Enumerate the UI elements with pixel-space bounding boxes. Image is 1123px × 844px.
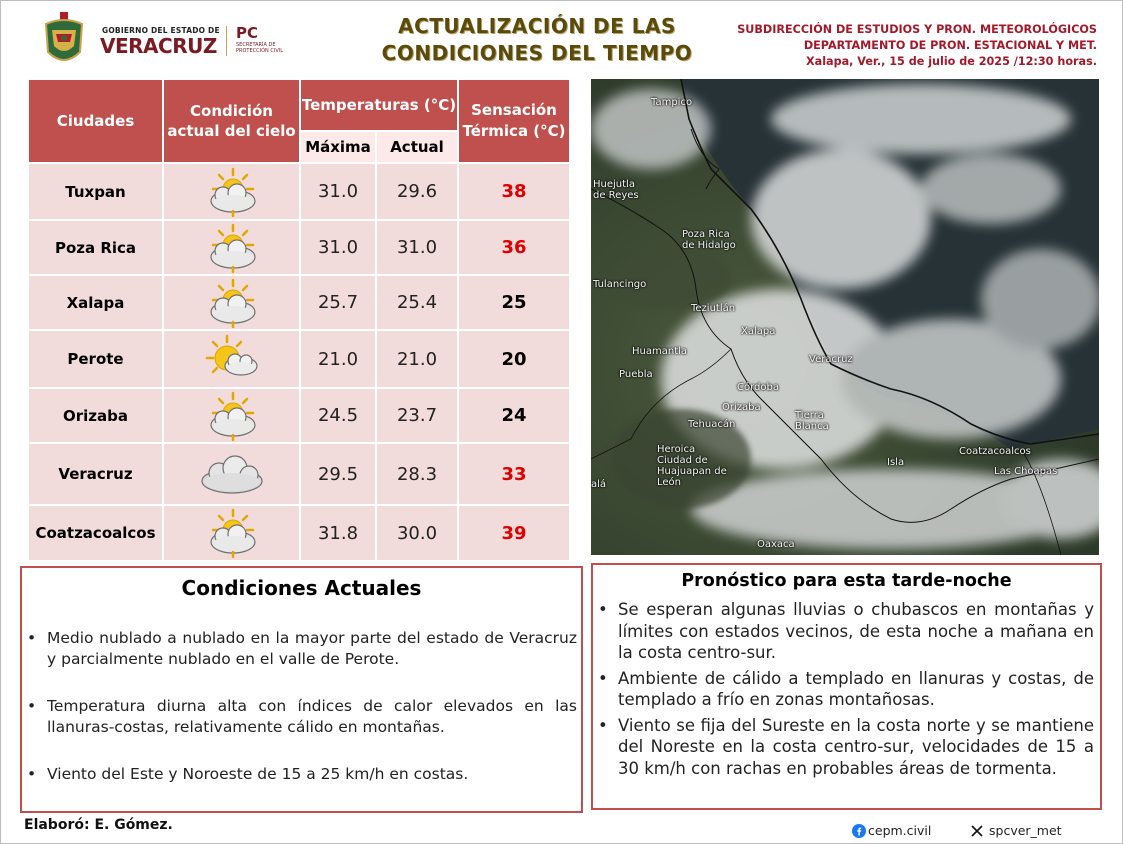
map-label-isla: Isla xyxy=(887,457,905,468)
max-temp: 29.5 xyxy=(301,444,375,504)
forecast-item-3: • Viento se fija del Sureste en la costa norte y se mantiene del Noreste en la costa centro-sur, velocidades de 15 a 30 km/h con rachas en probables áreas de tormenta. xyxy=(618,715,1094,780)
x-logo-icon xyxy=(970,824,984,838)
current-item-2: • Temperatura diurna alta con índices de calor elevados en las llanuras-costas, relativamente cálido en montañas. xyxy=(47,696,577,738)
map-label-huejutla: Huejutla de Reyes xyxy=(593,179,639,201)
header-sensation: Sensación Térmica (°C) xyxy=(459,80,569,162)
table-row xyxy=(29,444,569,504)
max-temp: 31.8 xyxy=(301,506,375,560)
partly-cloudy-icon xyxy=(164,276,299,329)
sun-behind-cloud-icon xyxy=(164,331,299,387)
forecast-item-2: • Ambiente de cálido a templado en llanuras y costas, de templado a frío en zonas montañosas. xyxy=(618,668,1094,711)
map-label-tulancingo: Tulancingo xyxy=(593,279,647,290)
thermal-sensation: 20 xyxy=(459,331,569,387)
max-temp: 31.0 xyxy=(301,221,375,274)
current-item-3: • Viento del Este y Noroeste de 15 a 25 km/h en costas. xyxy=(47,764,577,785)
map-label-coatzacoalcos: Coatzacoalcos xyxy=(959,446,1031,457)
map-label-pozarica: Poza Rica de Hidalgo xyxy=(682,229,736,251)
facebook-handle: cepm.civil xyxy=(868,823,932,838)
table-row xyxy=(29,276,569,329)
forecast-title: Pronóstico para esta tarde-noche xyxy=(681,571,1012,591)
x-handle: spcver_met xyxy=(989,823,1062,838)
map-label-tampico: Tampico xyxy=(651,97,693,108)
map-label-huamantla: Huamantla xyxy=(632,346,688,357)
header-actual: Actual xyxy=(377,132,457,162)
map-label-laschoapas: Las Choapas xyxy=(994,466,1058,477)
x-link[interactable] xyxy=(970,823,1062,838)
map-label-tehuacan: Tehuacán xyxy=(688,419,736,430)
map-label-xalapa: Xalapa xyxy=(741,326,776,337)
department-info xyxy=(737,22,1097,70)
actual-temp: 29.6 xyxy=(377,164,457,219)
current-conditions-panel xyxy=(20,566,583,813)
map-label-veracruz: Veracruz xyxy=(809,354,853,365)
facebook-icon xyxy=(852,824,866,838)
city-name: Tuxpan xyxy=(29,164,162,219)
map-label-orizaba: Orizaba xyxy=(722,402,761,413)
table-body xyxy=(29,164,569,560)
city-name: Xalapa xyxy=(29,276,162,329)
header-city: Ciudades xyxy=(29,80,162,162)
government-logo xyxy=(40,12,292,70)
table-row xyxy=(29,389,569,442)
veracruz-shield-icon xyxy=(40,12,88,68)
actual-temp: 28.3 xyxy=(377,444,457,504)
forecast-list xyxy=(593,591,1100,779)
forecast-panel xyxy=(591,563,1102,810)
thermal-sensation: 25 xyxy=(459,276,569,329)
partly-cloudy-icon xyxy=(164,506,299,560)
map-label-ala: alá xyxy=(591,479,607,490)
partly-cloudy-icon xyxy=(164,164,299,219)
thermal-sensation: 24 xyxy=(459,389,569,442)
city-name: Poza Rica xyxy=(29,221,162,274)
thermal-sensation: 38 xyxy=(459,164,569,219)
dept-line-2: DEPARTAMENTO DE PRON. ESTACIONAL Y MET. xyxy=(803,39,1097,52)
actual-temp: 21.0 xyxy=(377,331,457,387)
header-temperatures: Temperaturas (°C) xyxy=(301,80,457,130)
gov-line: GOBIERNO DEL ESTADO DE xyxy=(102,26,220,35)
table-row xyxy=(29,221,569,274)
facebook-link[interactable] xyxy=(852,823,931,838)
header-condition: Condición actual del cielo xyxy=(164,80,299,162)
title-line-1: ACTUALIZACIÓN DE LAS xyxy=(398,14,676,38)
thermal-sensation: 39 xyxy=(459,506,569,560)
logo-divider xyxy=(226,26,227,56)
conditions-table xyxy=(27,78,571,562)
thermal-sensation: 36 xyxy=(459,221,569,274)
page-title xyxy=(352,13,722,67)
actual-temp: 23.7 xyxy=(377,389,457,442)
max-temp: 21.0 xyxy=(301,331,375,387)
map-label-tierrablanca: Tierra Blanca xyxy=(795,410,829,432)
city-name: Veracruz xyxy=(29,444,162,504)
author-credit: Elaboró: E. Gómez. xyxy=(24,817,173,833)
max-temp: 31.0 xyxy=(301,164,375,219)
map-label-puebla: Puebla xyxy=(619,369,653,380)
city-name: Coatzacoalcos xyxy=(29,506,162,560)
table-row xyxy=(29,331,569,387)
partly-cloudy-icon xyxy=(164,221,299,274)
partly-cloudy-icon xyxy=(164,389,299,442)
city-name: Perote xyxy=(29,331,162,387)
dept-line-1: SUBDIRECCIÓN DE ESTUDIOS Y PRON. METEOROLÓGICOS xyxy=(737,23,1097,36)
actual-temp: 30.0 xyxy=(377,506,457,560)
cloudy-icon xyxy=(164,444,299,504)
max-temp: 25.7 xyxy=(301,276,375,329)
map-label-teziutlan: Teziutlán xyxy=(691,303,736,314)
actual-temp: 25.4 xyxy=(377,276,457,329)
map-label-oaxaca: Oaxaca xyxy=(757,539,795,550)
satellite-image xyxy=(591,79,1099,555)
pc-subtitle: SECRETARÍA DE PROTECCIÓN CIVIL xyxy=(236,42,284,54)
table-row xyxy=(29,506,569,560)
map-label-heroica: Heroica Ciudad de Huajuapan de León xyxy=(657,444,727,488)
actual-temp: 31.0 xyxy=(377,221,457,274)
current-conditions-title: Condiciones Actuales xyxy=(181,576,422,600)
current-conditions-list xyxy=(22,600,581,785)
dept-line-3: Xalapa, Ver., 15 de julio de 2025 /12:30 horas. xyxy=(806,55,1097,68)
thermal-sensation: 33 xyxy=(459,444,569,504)
max-temp: 24.5 xyxy=(301,389,375,442)
table-row xyxy=(29,164,569,219)
current-item-1: • Medio nublado a nublado en la mayor parte del estado de Veracruz y parcialmente nublado en el valle de Perote. xyxy=(47,628,577,670)
title-line-2: CONDICIONES DEL TIEMPO xyxy=(381,41,693,65)
forecast-item-1: • Se esperan algunas lluvias o chubascos en montañas y límites con estados vecinos, de esta noche a mañana en la costa centro-sur. xyxy=(618,599,1094,664)
city-name: Orizaba xyxy=(29,389,162,442)
pc-logo: PC xyxy=(236,24,259,42)
map-label-cordoba: Córdoba xyxy=(737,382,779,393)
state-name: VERACRUZ xyxy=(100,34,217,58)
header-max: Máxima xyxy=(301,132,375,162)
